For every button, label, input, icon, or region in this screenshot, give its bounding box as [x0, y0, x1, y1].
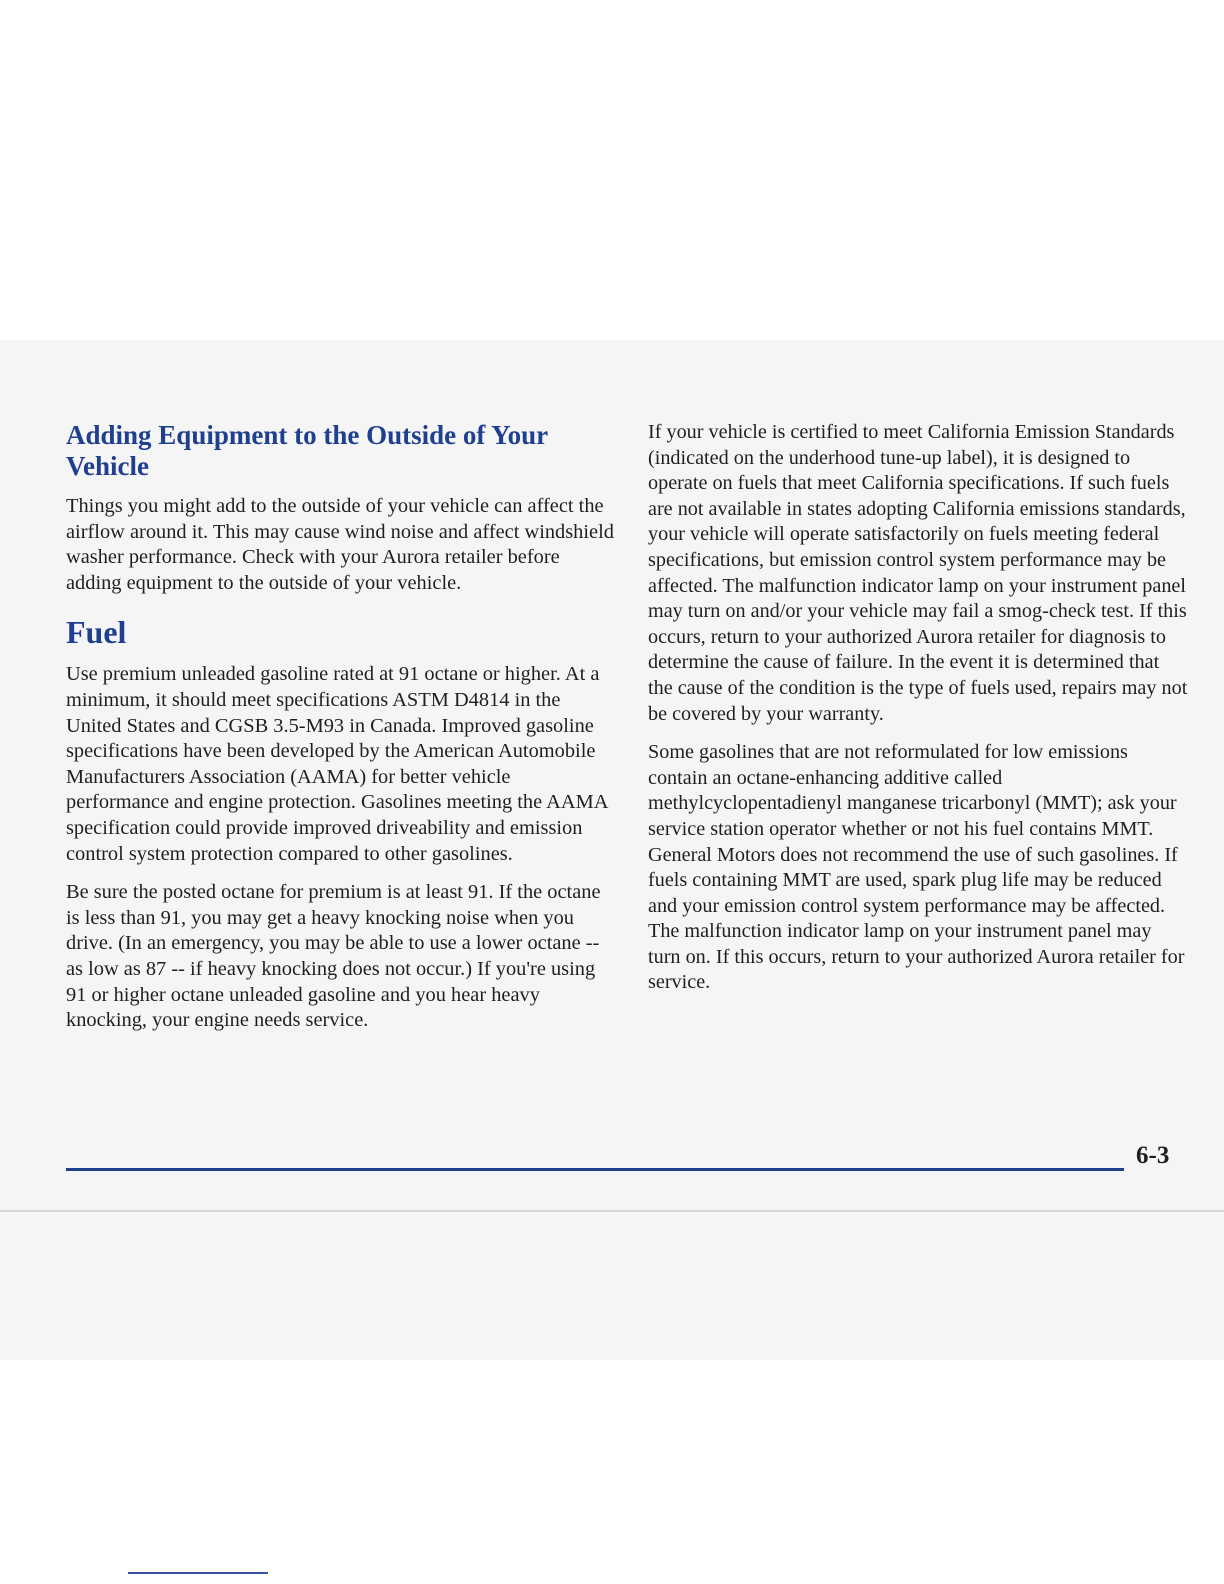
fuel-heading: Fuel — [66, 614, 127, 651]
adding-equipment-paragraph: Things you might add to the outside of your vehicle can affect the airflow around it. This may cause wind noise and affect windshield washer performance. Check with your Aurora retailer before adding equipment to the outside of your vehicle. — [66, 495, 614, 594]
page-number: 6-3 — [1136, 1142, 1170, 1169]
california-emission-paragraph: If your vehicle is certified to meet California Emission Standards (indicated on the underhood tune-up label), it is designed to operate on fuels that meet California specifications. If such fuels are not available in states adopting California emissions standards, your vehicle will operate satisfactorily on fuels meeting federal specifications, but emission control system performance may be affected. The malfunction indicator lamp on your instrument panel may turn on and/or your vehicle may fail a smog-check test. If this occurs, return to your authorized Aurora retailer for diagnosis to determine the cause of failure. In the event it is determined that the cause of the condition is the type of fuels used, repairs may not be covered by your warranty. — [648, 421, 1188, 725]
adding-equipment-heading: Adding Equipment to the Outside of Your Vehicle — [66, 420, 548, 481]
footer-rule — [66, 1168, 1124, 1171]
right-column — [648, 420, 1188, 1009]
page-edge-divider — [0, 1210, 1224, 1212]
mmt-paragraph: Some gasolines that are not reformulated for low emissions contain an octane-enhancing additive called methylcyclopentadienyl manganese tricarbonyl (MMT); ask your service station operator whether or not his fuel contains MMT. General Motors does not recommend the use of such gasolines. If fuels containing MMT are used, spark plug life may be reduced and your emission control system performance may be affected. The malfunction indicator lamp on your instrument panel may turn on. If this occurs, return to your authorized Aurora retailer for service. — [648, 741, 1185, 994]
fuel-paragraph-1: Use premium unleaded gasoline rated at 91 octane or higher. At a minimum, it should meet specifications ASTM D4814 in the United States and CGSB 3.5-M93 in Canada. Improved gasoline specifications have been developed by the American Automobile Manufacturers Association (AAMA) for better vehicle performance and engine protection. Gasolines meeting the AAMA specification could provide improved driveability and emission control system protection compared to other gasolines. — [66, 663, 608, 865]
bottom-mark — [128, 1572, 268, 1574]
left-column — [66, 420, 614, 1047]
fuel-paragraph-2: Be sure the posted octane for premium is at least 91. If the octane is less than 91, you may get a heavy knocking noise when you drive. (In an emergency, you may be able to use a lower octane -- as low as 87 -- if heavy knocking does not occur.) If you're using 91 or higher octane unleaded gasoline and you hear heavy knocking, your engine needs service. — [66, 881, 601, 1032]
